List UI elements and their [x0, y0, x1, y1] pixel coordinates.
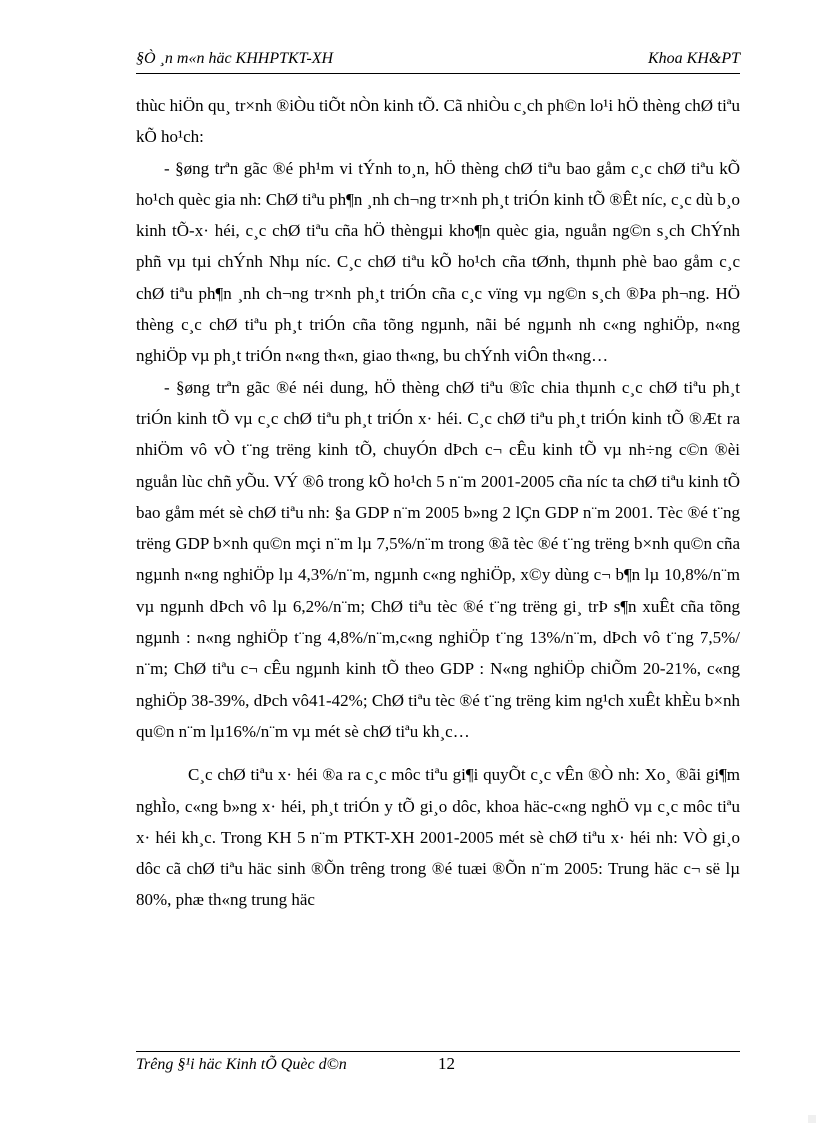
body-text — [136, 90, 740, 916]
paragraph-scope: - §øng trªn gãc ®é ph¹m vi tÝnh to¸n, hÖ thèng chØ tiªu bao gåm c¸c chØ tiªu kÕ ho¹ch quèc gia nh: ChØ tiªu ph¶n ¸nh ch¬ng tr×nh ph¸t triÓn kinh tÕ ®Êt níc, c¸c dù b¸o kinh tÕ-x· héi, c¸c chØ tiªu cña hÖ thèngµi kho¶n quèc gia, nguån ng©n s¸ch ChÝnh phñ vµ tµi chÝnh Nhµ níc. C¸c chØ tiªu kÕ ho¹ch cña tØnh, thµnh phè bao gåm c¸c chØ tiªu ph¶n ¸nh ch¬ng tr×nh ph¸t triÓn cña c¸c vïng vµ ng©n s¸ch ®Þa ph¬ng. HÖ thèng c¸c chØ tiªu ph¸t triÓn cña tõng ngµnh, nãi bé ngµnh nh c«ng nghiÖp, n«ng nghiÖp vµ ph¸t triÓn n«ng th«n, giao th«ng, bu chÝnh viÔn th«ng… — [136, 158, 740, 366]
scan-corner-mark — [808, 1115, 816, 1123]
page-number: 12 — [438, 1054, 455, 1073]
paragraph-social: C¸c chØ tiªu x· héi ®a ra c¸c môc tiªu gi¶i quyÕt c¸c vÊn ®Ò nh: Xo¸ ®ãi gi¶m nghÌo, c«ng b»ng x· héi, ph¸t triÓn y tÕ gi¸o dôc, khoa häc-c«ng nghÖ vµ c¸c môc tiªu x· héi kh¸c. Trong KH 5 n¨m PTKT-XH 2001-2005 mét sè chØ tiªu x· héi nh: VÒ gi¸o dôc cã chØ tiªu häc sinh ®Õn trêng trong ®é tuæi ®Õn n¨m 2005: Trung häc c¬ së lµ 80%, phæ th«ng trung häc — [136, 765, 740, 910]
footer-rule — [136, 1051, 740, 1052]
page-header — [136, 50, 740, 72]
paragraph-content: - §øng trªn gãc ®é néi dung, hÖ thèng chØ tiªu ®îc chia thµnh c¸c chØ tiªu ph¸t triÓn kinh tÕ vµ c¸c chØ tiªu ph¸t triÓn x· héi. C¸c chØ tiªu ph¸t triÓn kinh tÕ ®Æt ra nhiÖm vô vÒ t¨ng trëng kinh tÕ, chuyÓn dÞch c¬ cÊu kinh tÕ vµ nh÷ng c©n ®èi nguån lùc chñ yÕu. VÝ ®ô trong kÕ ho¹ch 5 n¨m 2001-2005 cña níc ta chØ tiªu kinh tÕ bao gåm mét sè chØ tiªu nh: §a GDP n¨m 2005 b»ng 2 lÇn GDP n¨m 2001. Tèc ®é t¨ng trëng GDP b×nh qu©n mçi n¨m lµ 7,5%/n¨m trong ®ã tèc ®é t¨ng trëng b×nh qu©n cña ngµnh n«ng nghiÖp lµ 4,3%/n¨m, ngµnh c«ng nghiÖp, x©y dùng c¬ b¶n lµ 10,8%/n¨m vµ ngµnh dÞch vô lµ 6,2%/n¨m; ChØ tiªu tèc ®é t¨ng trëng gi¸ trÞ s¶n xuÊt cña tõng ngµnh : n«ng nghiÖp t¨ng 4,8%/n¨m,c«ng nghiÖp t¨ng 13%/n¨m, dÞch vô t¨ng 7,5%/ n¨m; ChØ tiªu c¬ cÊu ngµnh kinh tÕ theo GDP : N«ng nghiÖp chiÕm 20-21%, c«ng nghiÖp 38-39%, dÞch vô41-42%; ChØ tiªu tèc ®é t¨ng trëng kim ng¹ch xuÊt khÈu b×nh qu©n n¨m lµ16%/n¨m vµ mét sè chØ tiªu kh¸c… — [136, 377, 740, 741]
page-footer — [136, 1056, 740, 1078]
header-course-title: §Ò ¸n m«n häc KHHPTKT-XH — [136, 50, 334, 67]
header-rule — [136, 73, 740, 74]
header-department: Khoa KH&PT — [647, 50, 740, 67]
footer-university: Trêng §¹i häc Kinh tÕ Quèc d©n — [136, 1056, 347, 1073]
paragraph-intro: thùc hiÖn qu¸ tr×nh ®iÒu tiÕt nÒn kinh tÕ. Cã nhiÒu c¸ch ph©n lo¹i hÖ thèng chØ tiªu kÕ ho¹ch: — [136, 96, 740, 147]
